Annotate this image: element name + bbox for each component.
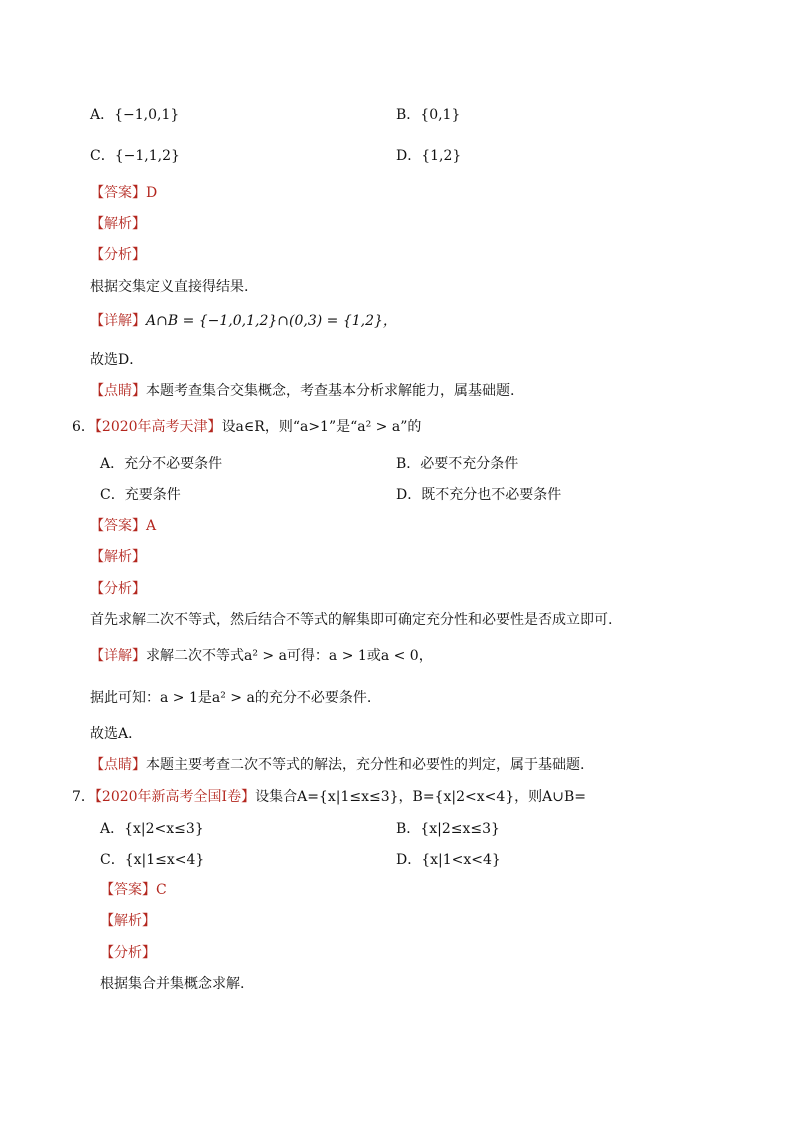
question-number: 7． <box>72 789 95 805</box>
option-text: 必要不充分条件 <box>420 456 519 472</box>
answer-tag: 【答案】 <box>100 882 156 898</box>
q6-dianjing <box>90 756 584 774</box>
question-stem: 设a∈R，则“a>1”是“a² > a”的 <box>221 419 422 435</box>
option-text: 充分不必要条件 <box>124 456 223 472</box>
option-text: 充要条件 <box>124 487 181 503</box>
xiangjie-text: A∩B = {−1,0,1,2}∩(0,3) = {1,2}， <box>146 313 397 329</box>
option-label: B． <box>396 456 421 472</box>
q5-xiangjie <box>90 312 397 330</box>
question-number: 6． <box>72 419 95 435</box>
dianjing-tag: 【点睛】 <box>90 757 146 773</box>
q6-answer <box>90 517 156 535</box>
question-stem: 设集合A={x|1≤x≤3}，B={x|2<x<4}，则A∪B= <box>255 789 587 805</box>
q6-fenxi-text: 首先求解二次不等式，然后结合不等式的解集即可确定充分性和必要性是否成立即可. <box>90 612 613 628</box>
q6-fenxi-tag: 【分析】 <box>90 581 146 597</box>
q7-jiexi-tag: 【解析】 <box>100 913 156 929</box>
option-label: D． <box>396 852 422 868</box>
option-text: {x|1<x<4} <box>421 852 501 868</box>
q7-fenxi-tag: 【分析】 <box>100 945 156 961</box>
q7-option-b <box>396 820 500 838</box>
dianjing-text: 本题考查集合交集概念，考查基本分析求解能力，属基础题. <box>146 383 515 399</box>
option-label: C． <box>90 148 115 164</box>
dianjing-tag: 【点睛】 <box>90 383 146 399</box>
q6-ju-text: 据此可知：a > 1是a² > a的充分不必要条件. <box>90 690 372 706</box>
answer-tag: 【答案】 <box>90 518 146 534</box>
option-label: A． <box>100 821 125 837</box>
q5-fenxi-tag: 【分析】 <box>90 247 146 263</box>
option-text: 既不充分也不必要条件 <box>421 487 562 503</box>
option-text: {−1,1,2} <box>114 148 180 164</box>
question-source: 【2020年新高考全国Ⅰ卷】 <box>94 789 256 805</box>
option-label: B． <box>396 107 421 123</box>
q5-answer <box>90 184 157 202</box>
option-label: D． <box>396 487 422 503</box>
option-label: A． <box>100 456 125 472</box>
q6-option-a <box>100 455 222 473</box>
q7-option-d <box>396 851 501 869</box>
q7-answer <box>100 881 167 899</box>
option-text: {1,2} <box>421 148 462 164</box>
option-text: {x|2≤x≤3} <box>420 821 500 837</box>
option-label: A． <box>90 107 115 123</box>
q5-conclusion: 故选D． <box>90 352 144 368</box>
q5-option-d <box>396 147 461 165</box>
option-text: {x|2<x≤3} <box>124 821 204 837</box>
option-label: B． <box>396 821 421 837</box>
question-source: 【2020年高考天津】 <box>94 419 222 435</box>
option-text: {x|1≤x<4} <box>124 852 205 868</box>
option-text: {−1,0,1} <box>114 107 180 123</box>
option-label: D． <box>396 148 422 164</box>
option-label: C． <box>100 487 125 503</box>
q6-option-b <box>396 455 518 473</box>
q6-option-c <box>100 486 181 504</box>
q7-option-c <box>100 851 204 869</box>
q5-fenxi-text: 根据交集定义直接得结果. <box>90 279 249 295</box>
q6-conclusion: 故选A． <box>90 726 143 742</box>
xiangjie-tag: 【详解】 <box>90 313 146 329</box>
q5-option-c <box>90 147 180 165</box>
q6-stem <box>72 418 421 436</box>
answer-tag: 【答案】 <box>90 185 146 201</box>
answer-value: D <box>146 185 158 201</box>
option-label: C． <box>100 852 125 868</box>
q7-option-a <box>100 820 204 838</box>
xiangjie-text: 求解二次不等式a² > a可得：a > 1或a < 0， <box>146 648 433 664</box>
option-text: {0,1} <box>420 107 461 123</box>
q5-dianjing <box>90 382 514 400</box>
q7-fenxi-text: 根据集合并集概念求解. <box>100 976 245 992</box>
q6-jiexi-tag: 【解析】 <box>90 549 146 565</box>
q5-jiexi-tag: 【解析】 <box>90 216 146 232</box>
answer-value: C <box>156 882 167 898</box>
q5-option-b <box>396 106 460 124</box>
answer-value: A <box>146 518 157 534</box>
xiangjie-tag: 【详解】 <box>90 648 146 664</box>
q6-option-d <box>396 486 561 504</box>
q6-xiangjie <box>90 647 433 665</box>
q7-stem <box>72 788 586 806</box>
q5-option-a <box>90 106 179 124</box>
dianjing-text: 本题主要考查二次不等式的解法，充分性和必要性的判定，属于基础题. <box>146 757 585 773</box>
